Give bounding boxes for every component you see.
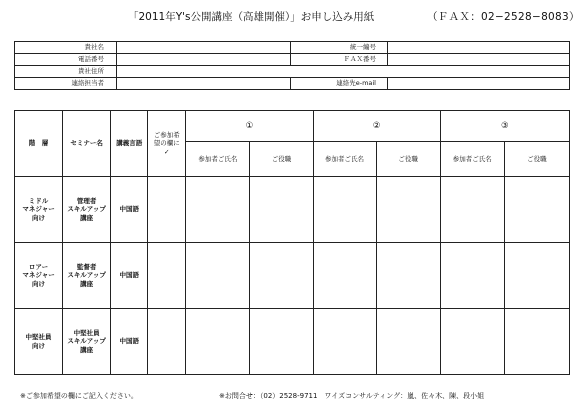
language-cell: 中国語 xyxy=(111,243,148,309)
contact-email-field[interactable] xyxy=(388,78,570,90)
participant-name-field[interactable] xyxy=(186,177,250,243)
level-line: ミドル xyxy=(28,197,49,206)
level-line: ロアー xyxy=(28,263,49,272)
contact-person-label: 連絡担当者 xyxy=(15,78,117,90)
participant-name-field[interactable] xyxy=(440,309,504,375)
participant-name-field[interactable] xyxy=(186,309,250,375)
participant-name-field[interactable] xyxy=(440,243,504,309)
participant-name-field[interactable] xyxy=(440,177,504,243)
seminar-line: 講座 xyxy=(80,345,94,354)
level-line: 向け xyxy=(32,279,46,288)
seminar-line: 講座 xyxy=(80,279,94,288)
address-row xyxy=(15,66,570,78)
participant-name-header-2: 参加者ご氏名 xyxy=(313,142,376,177)
check-header-line2: 望の欄に xyxy=(153,139,180,148)
participation-check-cell[interactable] xyxy=(148,177,186,243)
seminar-line: スキルアップ xyxy=(67,271,106,280)
participant-title-field[interactable] xyxy=(376,177,440,243)
seminar-name-cell xyxy=(63,243,111,309)
seminar-row xyxy=(15,177,570,243)
participation-check-header xyxy=(148,111,186,177)
title-header-1: ご役職 xyxy=(250,142,313,177)
company-name-field[interactable] xyxy=(117,42,291,54)
header-row-groups xyxy=(15,111,570,142)
participant-group-3-header: ③ xyxy=(440,111,569,142)
language-cell: 中国語 xyxy=(111,177,148,243)
company-name-label: 貴社名 xyxy=(15,42,117,54)
check-header-line1: ご参加希 xyxy=(153,131,180,140)
participant-title-field[interactable] xyxy=(250,309,313,375)
address-label: 貴社住所 xyxy=(15,66,117,78)
participant-title-field[interactable] xyxy=(504,177,569,243)
seminar-line: 中堅社員 xyxy=(73,329,100,338)
level-line: マネジャー xyxy=(22,205,55,214)
seminar-name-cell xyxy=(63,177,111,243)
level-column-header: 階 層 xyxy=(15,111,63,177)
seminar-line: スキルアップ xyxy=(67,205,106,214)
level-cell xyxy=(15,243,63,309)
registration-table xyxy=(14,110,570,375)
participant-name-field[interactable] xyxy=(186,243,250,309)
seminar-line: 監督者 xyxy=(76,263,97,272)
language-column-header: 講義言語 xyxy=(111,111,148,177)
contact-email-label: 連絡先e-mail xyxy=(291,78,388,90)
check-mark: ✓ xyxy=(164,147,170,156)
level-line: 中堅社員 xyxy=(25,333,52,342)
contact-person-field[interactable] xyxy=(117,78,291,90)
title-header-2: ご役職 xyxy=(376,142,440,177)
seminar-row xyxy=(15,309,570,375)
participant-title-field[interactable] xyxy=(504,243,569,309)
participant-group-1-header: ① xyxy=(186,111,313,142)
seminar-column-header: セミナー名 xyxy=(63,111,111,177)
fax-label: ＦＡＸ番号 xyxy=(291,54,388,66)
seminar-name-cell xyxy=(63,309,111,375)
fax-field[interactable] xyxy=(388,54,570,66)
participant-title-field[interactable] xyxy=(376,243,440,309)
level-line: 向け xyxy=(32,341,46,350)
participant-name-field[interactable] xyxy=(313,177,376,243)
level-cell xyxy=(15,177,63,243)
phone-row xyxy=(15,54,570,66)
seminar-line: 管理者 xyxy=(76,197,97,206)
contact-note: ※お問合せ：（02）2528-9711 ワイズコンサルティング：嵐、佐々木、陳、段小姐 xyxy=(219,392,485,400)
participant-group-2-header: ② xyxy=(313,111,440,142)
participant-title-field[interactable] xyxy=(250,243,313,309)
participation-check-cell[interactable] xyxy=(148,309,186,375)
participant-name-field[interactable] xyxy=(313,309,376,375)
level-line: 向け xyxy=(32,213,46,222)
seminar-row xyxy=(15,243,570,309)
footer-note: ※ご参加希望の欄にご記入ください。 xyxy=(20,392,138,400)
contact-row xyxy=(15,78,570,90)
unified-number-field[interactable] xyxy=(388,42,570,54)
title-header-3: ご役職 xyxy=(504,142,569,177)
seminar-line: 講座 xyxy=(80,213,94,222)
company-info-table xyxy=(14,41,570,90)
participant-title-field[interactable] xyxy=(250,177,313,243)
language-cell: 中国語 xyxy=(111,309,148,375)
level-cell xyxy=(15,309,63,375)
participant-title-field[interactable] xyxy=(376,309,440,375)
fax-number: （ＦＡＸ：02−2528−8083） xyxy=(427,11,580,23)
seminar-line: スキルアップ xyxy=(67,337,106,346)
participation-check-cell[interactable] xyxy=(148,243,186,309)
participant-name-header-1: 参加者ご氏名 xyxy=(186,142,250,177)
participant-name-field[interactable] xyxy=(313,243,376,309)
participant-title-field[interactable] xyxy=(504,309,569,375)
level-line: マネジャー xyxy=(22,271,55,280)
phone-field[interactable] xyxy=(117,54,291,66)
form-title: 「2011年Y's公開講座（高雄開催）」お申し込み用紙 xyxy=(128,11,375,23)
participant-name-header-3: 参加者ご氏名 xyxy=(440,142,504,177)
company-name-row xyxy=(15,42,570,54)
unified-number-label: 統一編号 xyxy=(291,42,388,54)
phone-label: 電話番号 xyxy=(15,54,117,66)
address-field[interactable] xyxy=(117,66,570,78)
